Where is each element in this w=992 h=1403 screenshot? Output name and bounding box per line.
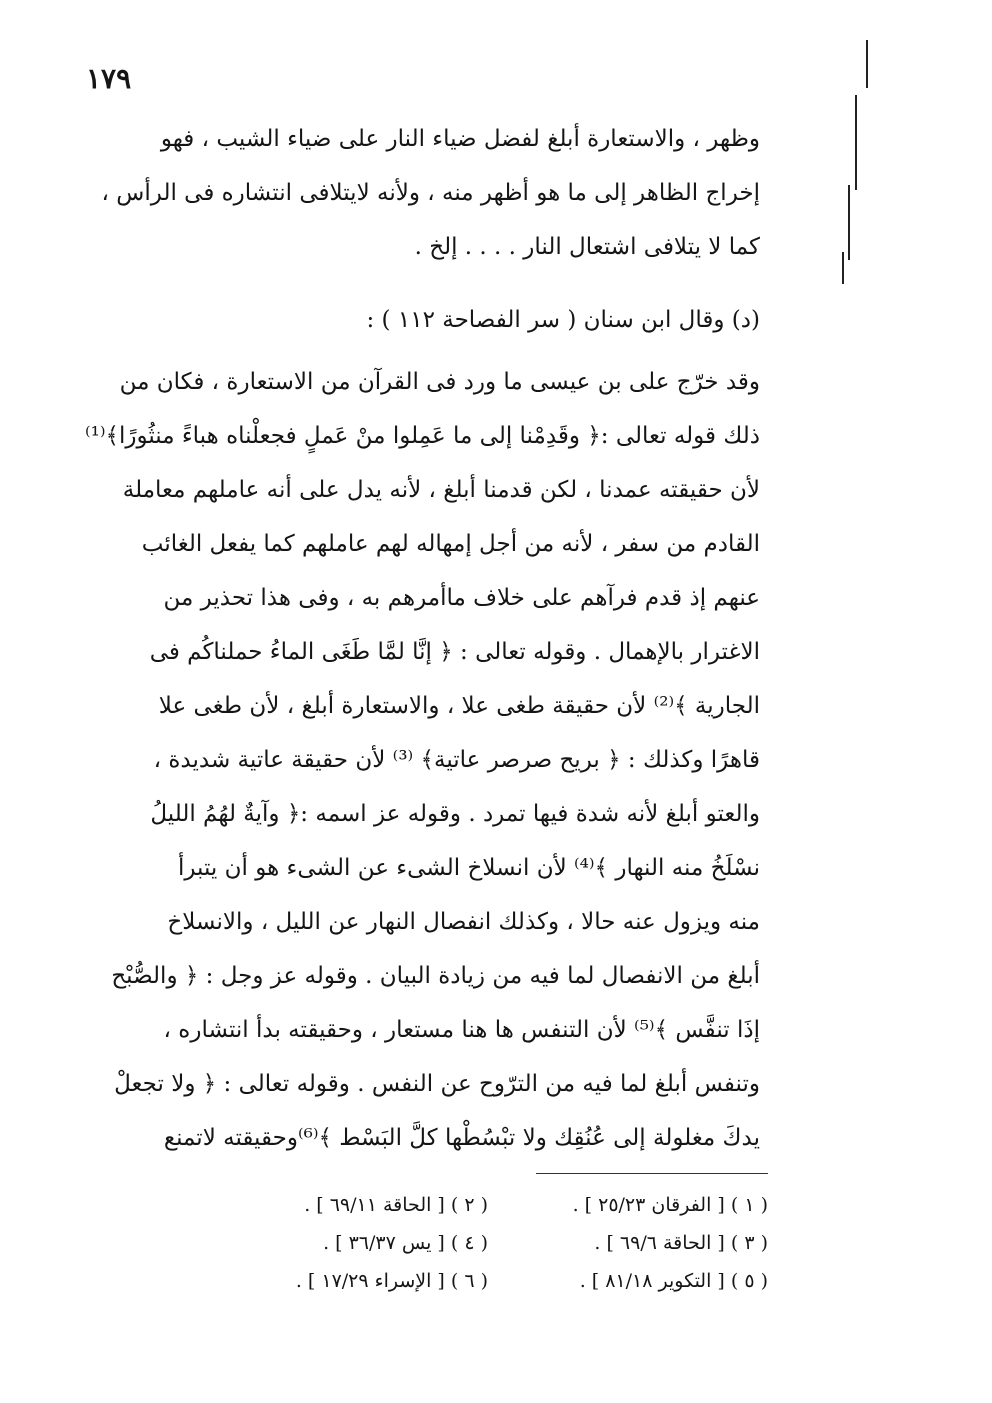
- footnotes: [208, 1186, 768, 1300]
- margin-line: [848, 185, 850, 260]
- text-line: إذَا تنفَّس ﴾⁽⁵⁾ لأن التنفس ها هنا مستعار ، وحقيقته بدأ انتشاره ،: [163, 1017, 760, 1043]
- footnote-row: [208, 1224, 768, 1262]
- page-number: ١٧٩: [86, 62, 132, 95]
- text-line: لأن حقيقته عمدنا ، لكن قدمنا أبلغ ، لأنه يدل على أنه عاملهم معاملة: [122, 477, 760, 503]
- footnote-row: [208, 1186, 768, 1224]
- margin-line: [855, 95, 857, 190]
- text-line: ذلك قوله تعالى :﴿ وقَدِمْنا إلى ما عَمِلوا منْ عَملٍ فجعلْناه هباءً منثُورًا﴾⁽¹⁾: [84, 423, 760, 449]
- text-line: منه ويزول عنه حالا ، وكذلك انفصال النهار عن الليل ، والانسلاخ: [167, 909, 760, 935]
- paragraph-a: [100, 112, 760, 274]
- footnote-rule: [536, 1173, 768, 1174]
- text-line: كما لا يتلافى اشتعال النار . . . . إلخ .: [414, 234, 760, 260]
- margin-line: [842, 252, 844, 284]
- footnote-3: ( ٣ ) [ الحاقة ٦٩/٦ ] .: [594, 1232, 768, 1254]
- footnote-4: ( ٤ ) [ يس ٣٦/٣٧ ] .: [323, 1232, 488, 1254]
- paragraph-b: [84, 355, 760, 1165]
- text-line: نسْلَخُ منه النهار ﴾⁽⁴⁾ لأن انسلاخ الشىء عن الشىء هو أن يتبرأ: [177, 855, 760, 881]
- text-line: الاغترار بالإهمال . وقوله تعالى : ﴿ إنَّا لمَّا طَغَى الماءُ حملناكُم فى: [149, 639, 760, 665]
- text-line: وقد خرّج على بن عيسى ما ورد فى القرآن من الاستعارة ، فكان من: [119, 369, 760, 395]
- margin-line: [866, 40, 868, 88]
- text-line: قاهرًا وكذلك : ﴿ بريح صرصر عاتية﴾ ⁽³⁾ لأن حقيقة عاتية شديدة ،: [153, 747, 760, 773]
- footnote-5: ( ٥ ) [ التكوير ٨١/١٨ ] .: [579, 1270, 768, 1292]
- text-line: يدكَ مغلولة إلى عُنُقِك ولا تبْسُطْها كلَّ البَسْط ﴾⁽⁶⁾وحقيقته لاتمنع: [163, 1125, 760, 1151]
- text-line: عنهم إذ قدم فرآهم على خلاف ماأمرهم به ، وفى هذا تحذير من: [163, 585, 760, 611]
- text-line: والعتو أبلغ لأنه شدة فيها تمرد . وقوله عز اسمه :﴿ وآيةٌ لهُمُ الليلُ: [150, 801, 760, 827]
- text-line: إخراج الظاهر إلى ما هو أظهر منه ، ولأنه لايتلافى انتشاره فى الرأس ،: [101, 180, 760, 206]
- text-line: القادم من سفر ، لأنه من أجل إمهاله لهم عاملهم كما يفعل الغائب: [141, 531, 760, 557]
- footnote-row: [208, 1262, 768, 1300]
- text-line: أبلغ من الانفصال لما فيه من زيادة البيان . وقوله عز وجل : ﴿ والصُّبْح: [111, 963, 760, 989]
- footnote-2: ( ٢ ) [ الحاقة ٦٩/١١ ] .: [304, 1194, 488, 1216]
- footnote-1: ( ١ ) [ الفرقان ٢٥/٢٣ ] .: [572, 1194, 768, 1216]
- text-line: وتنفس أبلغ لما فيه من الترّوح عن النفس . وقوله تعالى : ﴿ ولا تجعلْ: [114, 1071, 760, 1097]
- text-line: الجارية ﴾⁽²⁾ لأن حقيقة طغى علا ، والاستعارة أبلغ ، لأن طغى علا: [158, 693, 760, 719]
- text-line: وظهر ، والاستعارة أبلغ لفضل ضياء النار على ضياء الشيب ، فهو: [160, 126, 760, 152]
- footnote-6: ( ٦ ) [ الإسراء ١٧/٢٩ ] .: [295, 1270, 488, 1292]
- section-heading: (د) وقال ابن سنان ( سر الفصاحة ١١٢ ) :: [366, 307, 760, 333]
